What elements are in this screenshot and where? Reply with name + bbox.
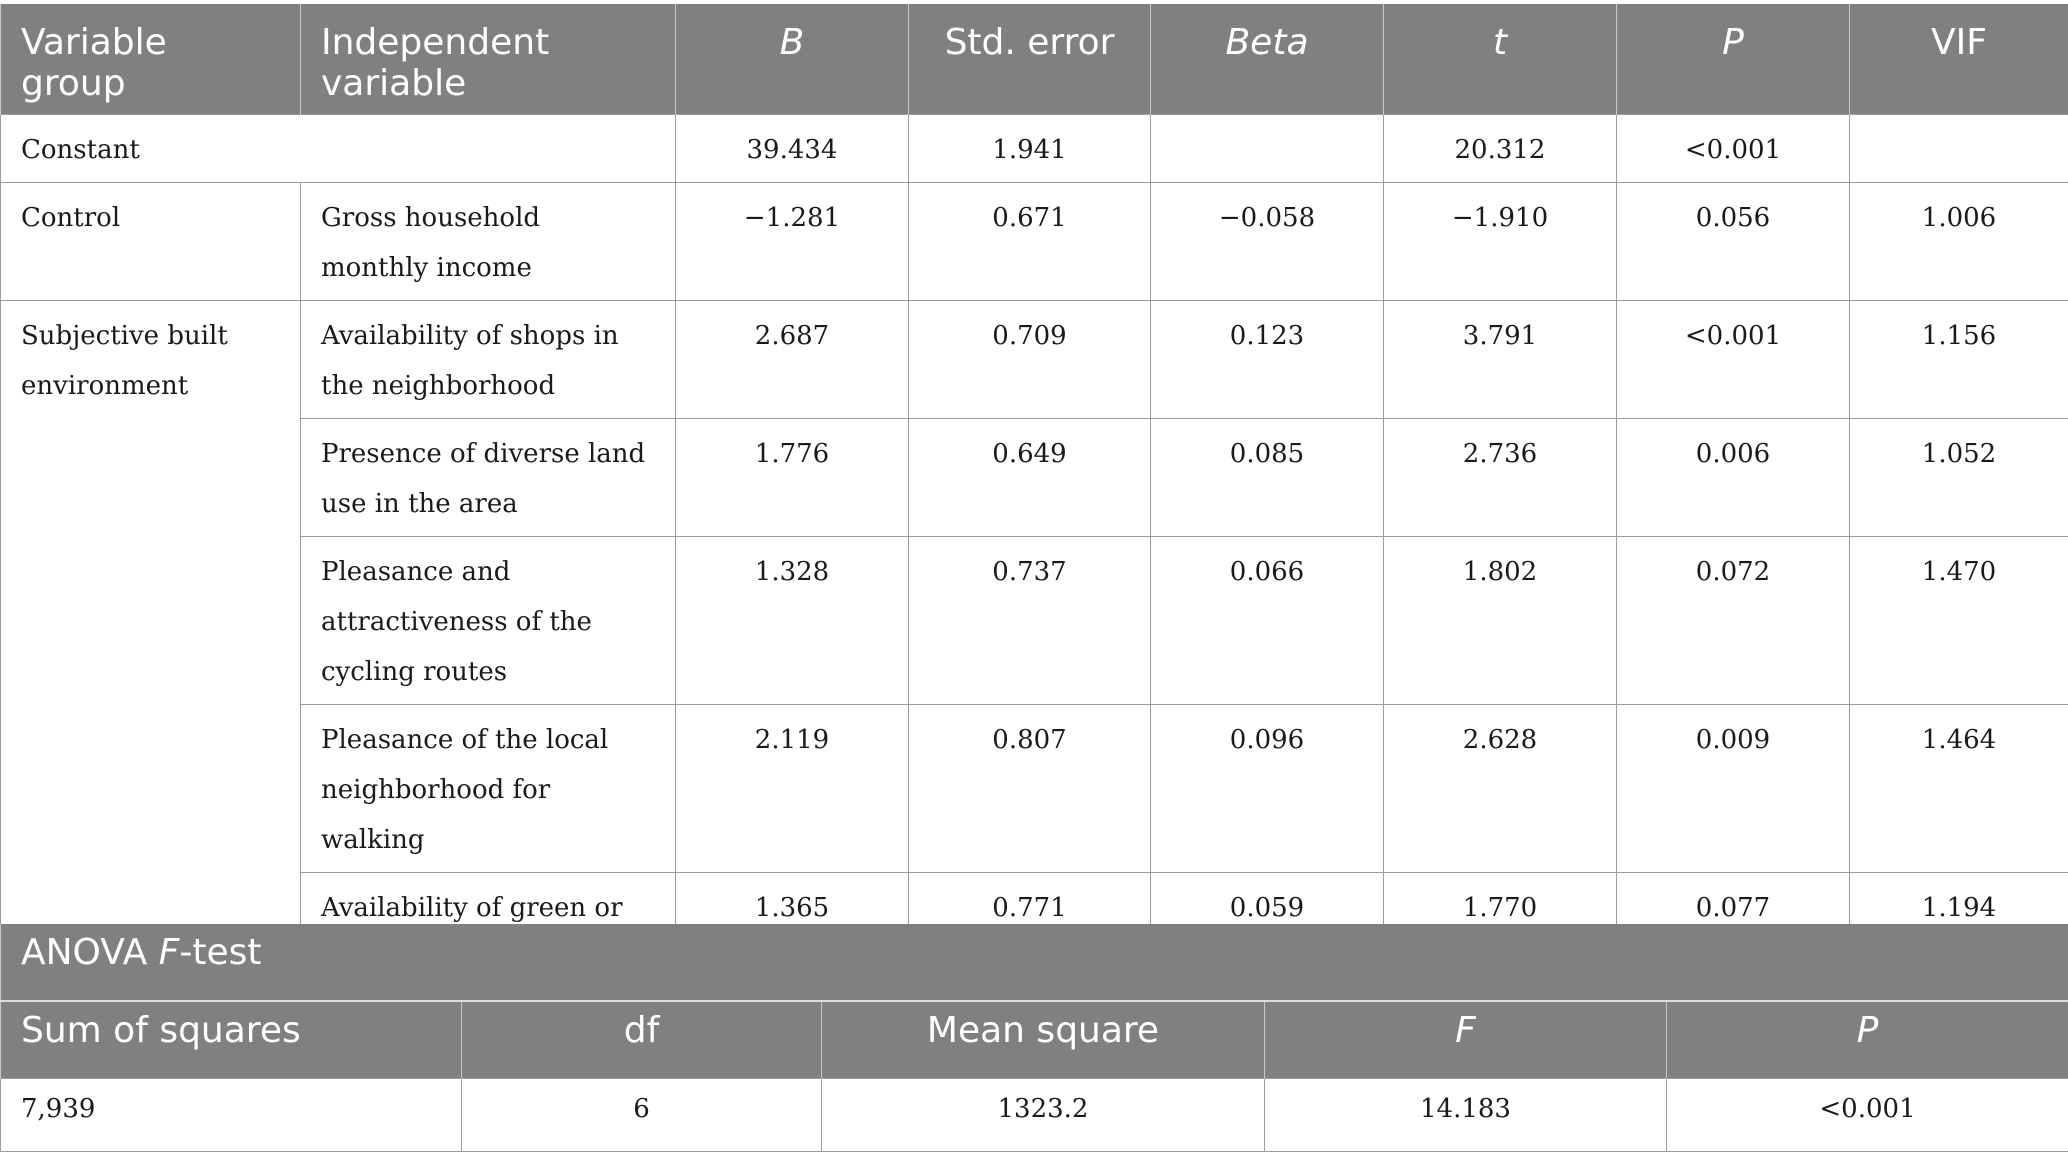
cell-b: 2.119: [676, 705, 909, 873]
cell-p: <0.001: [1617, 115, 1850, 183]
cell-variable: Pleasance of the local neighborhood for walking: [301, 705, 676, 873]
cell-t: 3.791: [1384, 301, 1617, 419]
cell-p: <0.001: [1617, 301, 1850, 419]
anova-f: 14.183: [1265, 1079, 1667, 1152]
cell-se: 1.941: [909, 115, 1151, 183]
cell-se: 0.807: [909, 705, 1151, 873]
cell-t: 2.736: [1384, 419, 1617, 537]
cell-beta: −0.058: [1151, 183, 1384, 301]
regression-table: [0, 4, 2068, 1041]
cell-group: Control: [1, 183, 301, 301]
anova-df: 6: [462, 1079, 822, 1152]
cell-beta: 0.085: [1151, 419, 1384, 537]
anova-table: [0, 924, 2068, 1152]
cell-b: 1.328: [676, 537, 909, 705]
cell-beta: 0.066: [1151, 537, 1384, 705]
anova-header-f: F: [1265, 1001, 1667, 1079]
cell-vif: 1.470: [1850, 537, 2068, 705]
cell-beta: [1151, 115, 1384, 183]
cell-group: Subjective built environment: [1, 301, 301, 1041]
cell-variable: Presence of diverse land use in the area: [301, 419, 676, 537]
cell-p: 0.072: [1617, 537, 1850, 705]
cell-vif: 1.006: [1850, 183, 2068, 301]
cell-vif: 1.464: [1850, 705, 2068, 873]
anova-title-row: [1, 924, 2068, 1001]
cell-beta: 0.059: [1151, 873, 1384, 1041]
header-independent-variable: Independent variable: [301, 4, 676, 115]
table-row: [1, 705, 2068, 873]
cell-vif: 1.052: [1850, 419, 2068, 537]
header-t: t: [1384, 4, 1617, 115]
cell-p: 0.006: [1617, 419, 1850, 537]
anova-header-sum-of-squares: Sum of squares: [1, 1001, 462, 1079]
anova-title-prefix: ANOVA: [21, 932, 159, 973]
cell-se: 0.771: [909, 873, 1151, 1041]
cell-variable: Availability of green or: [301, 873, 676, 1041]
anova-title-f: F: [159, 932, 180, 973]
table-row: [1, 419, 2068, 537]
anova-mean-square: 1323.2: [822, 1079, 1265, 1152]
cell-t: 1.770: [1384, 873, 1617, 1041]
table-row: [1, 115, 2068, 183]
anova-title-suffix: -test: [179, 932, 261, 973]
header-std-error: Std. error: [909, 4, 1151, 115]
cell-b: 1.365: [676, 873, 909, 1041]
table-row: [1, 183, 2068, 301]
anova-p: <0.001: [1667, 1079, 2068, 1152]
cell-vif: [1850, 115, 2068, 183]
header-variable-group: Variable group: [1, 4, 301, 115]
cell-variable: Pleasance and attractiveness of the cycling routes: [301, 537, 676, 705]
cell-b: 39.434: [676, 115, 909, 183]
anova-header-df: df: [462, 1001, 822, 1079]
cell-beta: 0.096: [1151, 705, 1384, 873]
anova-header-row: [1, 1001, 2068, 1079]
cell-t: 20.312: [1384, 115, 1617, 183]
header-beta: Beta: [1151, 4, 1384, 115]
cell-se: 0.649: [909, 419, 1151, 537]
cell-vif: 1.156: [1850, 301, 2068, 419]
anova-title: [1, 924, 2068, 1001]
anova-header-mean-square: Mean square: [822, 1001, 1265, 1079]
cell-t: −1.910: [1384, 183, 1617, 301]
cell-vif: 1.194: [1850, 873, 2068, 1041]
cell-se: 0.671: [909, 183, 1151, 301]
cell-se: 0.737: [909, 537, 1151, 705]
cell-se: 0.709: [909, 301, 1151, 419]
header-p: P: [1617, 4, 1850, 115]
cell-b: 1.776: [676, 419, 909, 537]
anova-header-p: P: [1667, 1001, 2068, 1079]
header-row: [1, 4, 2068, 115]
cell-beta: 0.123: [1151, 301, 1384, 419]
table-row: [1, 537, 2068, 705]
cell-variable: Gross household monthly income: [301, 183, 676, 301]
cell-p: 0.009: [1617, 705, 1850, 873]
table-row: [1, 301, 2068, 419]
cell-p: 0.077: [1617, 873, 1850, 1041]
cell-variable: Availability of shops in the neighborhood: [301, 301, 676, 419]
cell-t: 2.628: [1384, 705, 1617, 873]
anova-sum-of-squares: 7,939: [1, 1079, 462, 1152]
header-vif: VIF: [1850, 4, 2068, 115]
cell-b: 2.687: [676, 301, 909, 419]
cell-group: Constant: [1, 115, 676, 183]
cell-p: 0.056: [1617, 183, 1850, 301]
cell-t: 1.802: [1384, 537, 1617, 705]
header-b: B: [676, 4, 909, 115]
cell-b: −1.281: [676, 183, 909, 301]
